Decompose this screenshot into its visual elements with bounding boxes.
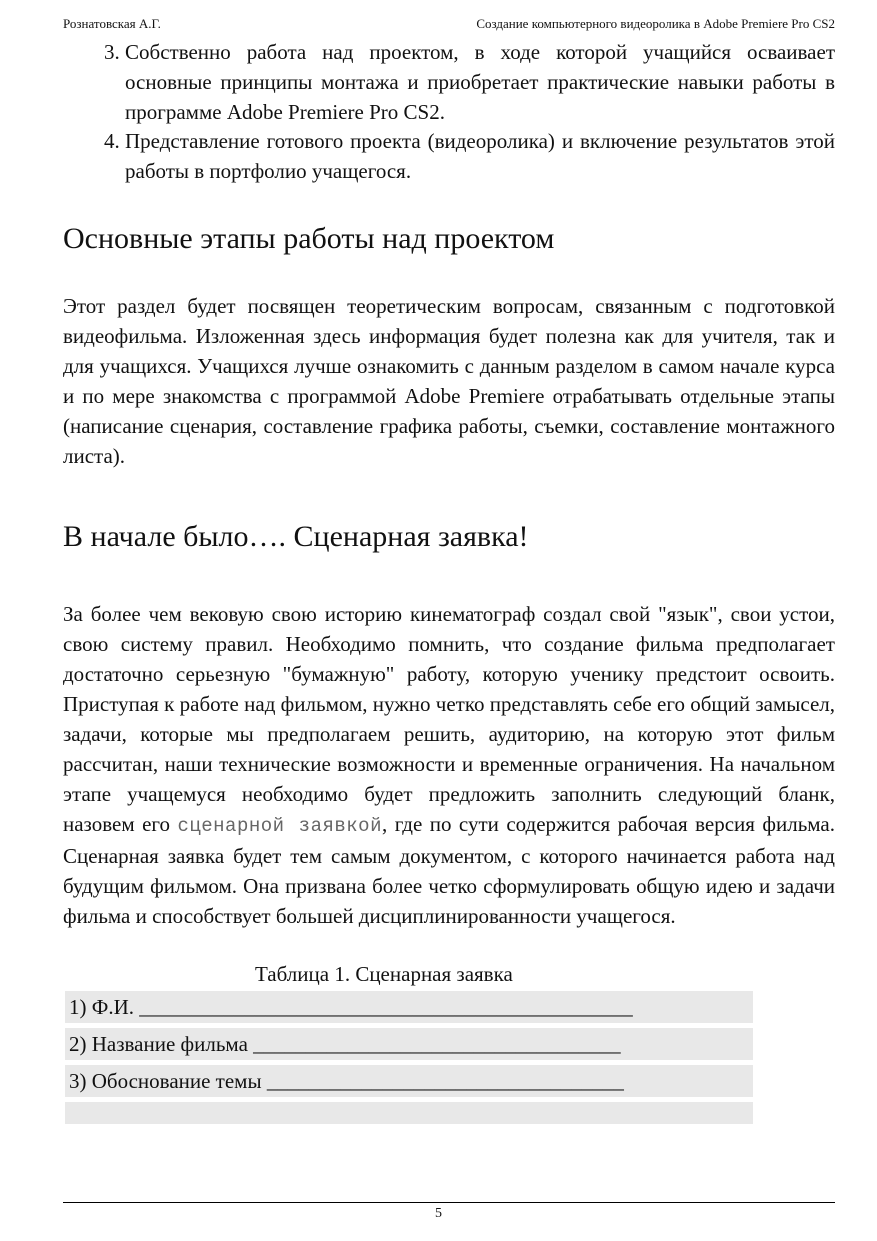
table-row [65, 1102, 753, 1124]
list-item: 3. Собственно работа над проектом, в ходе которой учащийся осваивает основные принципы монтажа и приобретает практические навыки работы в программе Adobe Premiere Pro CS2. [125, 38, 835, 127]
steps-list [63, 38, 835, 187]
term-highlight: сценарной заявкой [177, 814, 382, 837]
section-heading-script-request: В начале было…. Сценарная заявка! [63, 519, 529, 553]
table-row: 2) Название фильма ___________________________________ [65, 1028, 753, 1060]
section-heading-stages: Основные этапы работы над проектом [63, 221, 555, 255]
page-number: 5 [435, 1206, 442, 1221]
paragraph-text-after: , где по сути содержится рабочая версия фильма. Сценарная заявка будет тем самым документом, с которого начинается работа над будущим фильмом. Она призвана более четко сформулировать общую идею и задачи фильма и способствует большей дисциплинированности учащегося. [63, 811, 836, 928]
header-title: Создание компьютерного видеоролика в Adobe Premiere Pro CS2 [476, 16, 835, 31]
footer-divider [63, 1202, 835, 1203]
table-row: 1) Ф.И. _______________________________________________ [65, 991, 753, 1023]
section-paragraph-stages: Этот раздел будет посвящен теоретическим вопросам, связанным с подготовкой видеофильма. Изложенная здесь информация будет полезна как для учителя, так и для учащихся. Учащихся лучше ознакомить с данным разделом в самом начале курса и по мере знакомства с программой Adobe Premiere отрабатывать отдельные этапы (написание сценария, составление графика работы, съемки, составление монтажного листа). [63, 293, 835, 468]
table-caption: Таблица 1. Сценарная заявка [255, 961, 513, 986]
list-item: 4. Представление готового проекта (видеоролика) и включение результатов этой работы в портфолио учащегося. [125, 127, 835, 187]
header-author: Рознатовская А.Г. [63, 16, 161, 31]
section-paragraph-script-request [63, 599, 835, 931]
table-row: 3) Обоснование темы __________________________________ [65, 1065, 753, 1097]
page-content [63, 38, 835, 1124]
paragraph-text-before: За более чем вековую свою историю кинематограф создал свой "язык", свои устои, свою систему правил. Необходимо помнить, что создание фильма предполагает достаточно серьезную "бумажную" работу, которую ученику предстоит освоить. Приступая к работе над фильмом, нужно четко представлять себе его общий замысел, задачи, которые мы предполагаем решить, аудиторию, на которую этот фильм рассчитан, наши технические возможности и временные ограничения. На начальном этапе учащемуся необходимо будет предложить заполнить следующий бланк, назовем его [63, 601, 835, 836]
page-header [63, 16, 835, 36]
script-request-table [65, 991, 753, 1124]
